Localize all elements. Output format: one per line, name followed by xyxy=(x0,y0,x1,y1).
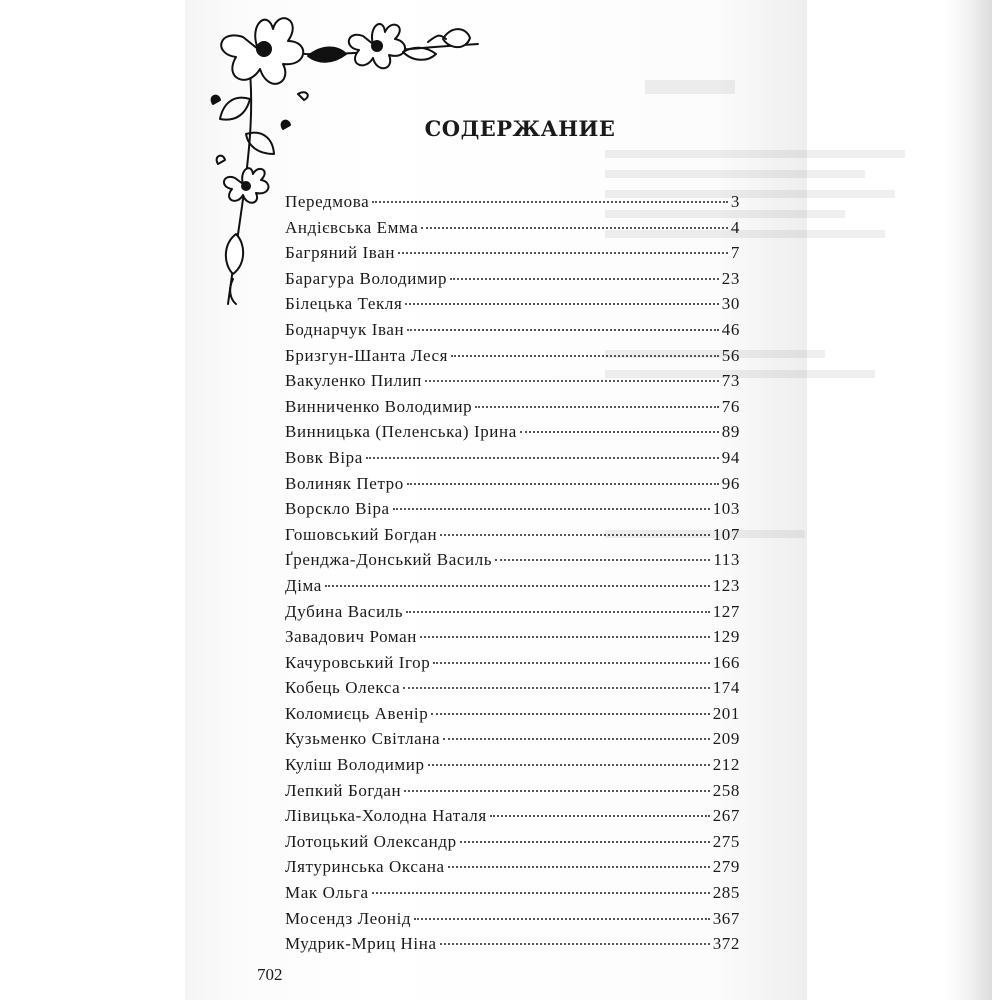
dot-leader xyxy=(425,380,719,382)
toc-entry-page: 367 xyxy=(712,908,740,928)
toc-entry-page: 129 xyxy=(712,627,740,647)
toc-entry xyxy=(285,755,740,781)
toc-entry-page: 127 xyxy=(712,601,740,621)
toc-entry-name: Завадович Роман xyxy=(285,627,417,647)
toc-entry xyxy=(285,474,740,500)
toc-entry-page: 275 xyxy=(712,831,740,851)
toc-entry-name: Лотоцький Олександр xyxy=(285,831,457,851)
dot-leader xyxy=(450,278,719,280)
toc-entry xyxy=(285,909,740,935)
toc-entry-name: Лятуринська Оксана xyxy=(285,857,445,877)
toc-entry-name: Барагура Володимир xyxy=(285,268,448,288)
toc-entry-page: 285 xyxy=(712,883,740,903)
toc-entry-name: Кузьменко Світлана xyxy=(285,729,441,749)
toc-entry xyxy=(285,371,740,397)
dot-leader xyxy=(421,227,727,229)
toc-entry-name: Качуровський Ігор xyxy=(285,652,431,672)
toc-entry xyxy=(285,832,740,858)
dot-leader xyxy=(372,892,710,894)
toc-entry-page: 212 xyxy=(712,755,740,775)
toc-entry-name: Вовк Віра xyxy=(285,447,363,467)
toc-entry-name: Кобець Олекса xyxy=(285,678,401,698)
dot-leader xyxy=(490,815,710,817)
toc-entry xyxy=(285,243,740,269)
toc-entry-name: Гошовський Богдан xyxy=(285,524,438,544)
dot-leader xyxy=(433,662,709,664)
dot-leader xyxy=(420,636,710,638)
toc-entry-page: 73 xyxy=(721,371,740,391)
dot-leader xyxy=(407,329,719,331)
toc-entry xyxy=(285,627,740,653)
toc-entry-page: 279 xyxy=(712,857,740,877)
toc-entry-name: Дубина Василь xyxy=(285,601,404,621)
toc-entry-page: 46 xyxy=(721,319,740,339)
toc-entry-page: 30 xyxy=(721,294,740,314)
toc-entry xyxy=(285,653,740,679)
toc-entry-page: 23 xyxy=(721,268,740,288)
dot-leader xyxy=(403,687,709,689)
toc-entry xyxy=(285,781,740,807)
dot-leader xyxy=(460,841,710,843)
dot-leader xyxy=(475,406,719,408)
toc-entry-page: 113 xyxy=(713,550,740,570)
toc-entry-page: 372 xyxy=(712,934,740,954)
dot-leader xyxy=(443,738,710,740)
dot-leader xyxy=(366,457,719,459)
toc-entry xyxy=(285,218,740,244)
toc-entry-page: 258 xyxy=(712,780,740,800)
toc-entry-page: 174 xyxy=(712,678,740,698)
toc-entry xyxy=(285,550,740,576)
dot-leader xyxy=(440,534,709,536)
toc-entry-page: 209 xyxy=(712,729,740,749)
toc-entry-page: 4 xyxy=(730,217,740,237)
toc-entry xyxy=(285,704,740,730)
toc-entry xyxy=(285,397,740,423)
toc-entry xyxy=(285,448,740,474)
page-number: 702 xyxy=(257,965,283,984)
toc-entry-name: Лепкий Богдан xyxy=(285,780,402,800)
dot-leader xyxy=(325,585,710,587)
dot-leader xyxy=(431,713,709,715)
toc-entry-page: 94 xyxy=(721,447,740,467)
toc-entry-name: Ворскло Віра xyxy=(285,499,390,519)
toc-entry-name: Лівицька-Холодна Наталя xyxy=(285,806,487,826)
toc-entry-name: Передмова xyxy=(285,192,370,211)
toc-entry xyxy=(285,320,740,346)
dot-leader xyxy=(372,201,728,203)
toc-entry-name: Мосендз Леонід xyxy=(285,908,412,928)
dot-leader xyxy=(398,252,728,254)
dot-leader xyxy=(495,559,710,561)
toc-entry xyxy=(285,678,740,704)
toc-entry-name: Боднарчук Іван xyxy=(285,319,405,339)
toc-entry-page: 103 xyxy=(712,499,740,519)
toc-entry-name: Ґренджа-Донський Василь xyxy=(285,550,493,570)
dot-leader xyxy=(448,866,710,868)
toc-entry xyxy=(285,729,740,755)
toc-entry xyxy=(285,883,740,909)
dot-leader xyxy=(406,611,710,613)
toc-entry-name: Андієвська Емма xyxy=(285,217,419,237)
toc-entry xyxy=(285,346,740,372)
dot-leader xyxy=(414,918,710,920)
toc-entry xyxy=(285,499,740,525)
dot-leader xyxy=(428,764,710,766)
dot-leader xyxy=(404,790,709,792)
toc-entry xyxy=(285,422,740,448)
toc-entry xyxy=(285,857,740,883)
toc-entry xyxy=(285,806,740,832)
toc-entry xyxy=(285,269,740,295)
toc-entry-page: 96 xyxy=(721,473,740,493)
toc-entry-name: Волиняк Петро xyxy=(285,473,404,493)
toc-entry-page: 56 xyxy=(721,345,740,365)
toc-entry-name: Винницька (Пеленська) Ірина xyxy=(285,422,517,442)
toc-entry xyxy=(285,525,740,551)
dot-leader xyxy=(393,508,710,510)
toc-entry-name: Бризгун-Шанта Леся xyxy=(285,345,449,365)
dot-leader xyxy=(407,483,719,485)
toc-entry xyxy=(285,602,740,628)
toc-entry xyxy=(285,934,740,960)
toc-entry-name: Вакуленко Пилип xyxy=(285,371,422,391)
toc-entry-page: 107 xyxy=(712,524,740,544)
toc-entry-name: Коломиєць Авенір xyxy=(285,703,429,723)
toc-entry-name: Діма xyxy=(285,575,322,595)
dot-leader xyxy=(451,355,719,357)
spine-shadow xyxy=(945,0,992,1000)
toc-entry-page: 76 xyxy=(721,396,740,416)
toc-entry-page: 3 xyxy=(730,192,740,211)
table-of-contents xyxy=(285,192,740,960)
toc-entry-page: 166 xyxy=(712,652,740,672)
toc-entry-name: Мак Ольга xyxy=(285,883,369,903)
toc-heading: СОДЕРЖАНИЕ xyxy=(424,116,616,141)
toc-entry xyxy=(285,576,740,602)
toc-entry-name: Білецька Текля xyxy=(285,294,403,314)
toc-entry xyxy=(285,294,740,320)
dot-leader xyxy=(405,303,718,305)
toc-entry-page: 7 xyxy=(730,243,740,263)
toc-entry xyxy=(285,192,740,218)
toc-entry-name: Куліш Володимир xyxy=(285,755,425,775)
dot-leader xyxy=(520,431,719,433)
toc-entry-name: Мудрик-Мриц Ніна xyxy=(285,934,437,954)
dot-leader xyxy=(440,943,710,945)
toc-entry-name: Винниченко Володимир xyxy=(285,396,473,416)
toc-entry-page: 123 xyxy=(712,575,740,595)
toc-entry-page: 89 xyxy=(721,422,740,442)
toc-entry-name: Багряний Іван xyxy=(285,243,396,263)
toc-entry-page: 201 xyxy=(712,703,740,723)
toc-entry-page: 267 xyxy=(712,806,740,826)
